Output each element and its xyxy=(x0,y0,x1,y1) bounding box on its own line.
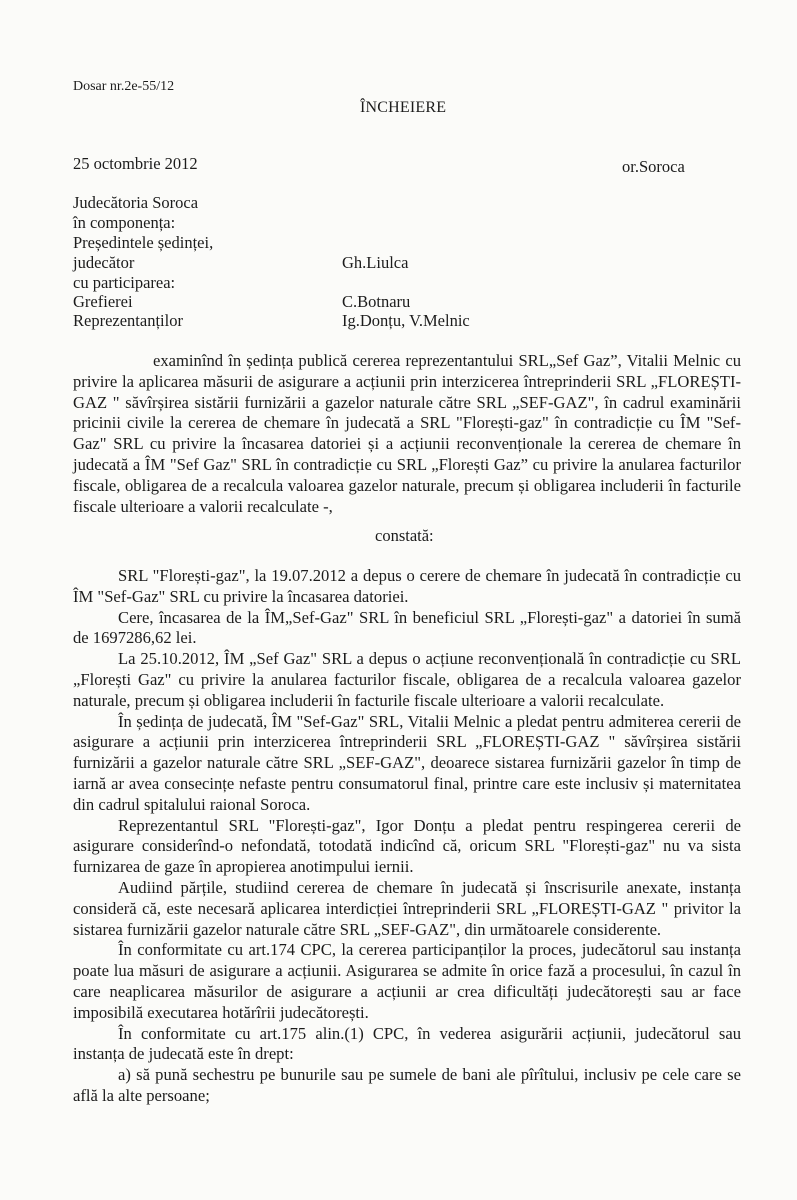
paragraph: La 25.10.2012, ÎM „Sef Gaz" SRL a depus o acțiune reconvențională în contradicție cu SRL „Florești Gaz" cu privire la anularea facturilor fiscale, obligarea de a recalcula valoarea gazelor naturale, precum și obligarea includerii în facturile fiscale ulterioare a valorii recalculate. xyxy=(73,649,741,710)
paragraph: În ședința de judecată, ÎM "Sef-Gaz" SRL, Vitalii Melnic a pledat pentru admiterea cererii de asigurare a acțiunii prin interzicerea întreprinderii SRL „FLOREȘTI-GAZ " săvîrșirea sistării furnizării a gazelor naturale către SRL „SEF-GAZ", deoarece sistarea furnizării gazelor în timp de iarnă ar avea consecințe nefaste pentru consumatorul final, printre care este inclusiv și maternitatea din cadrul spitalului raional Soroca. xyxy=(73,711,741,814)
clerk-name: C.Botnaru xyxy=(342,292,411,311)
representatives-names: Ig.Donțu, V.Melnic xyxy=(342,311,470,330)
paragraph: SRL "Florești-gaz", la 19.07.2012 a depus o cerere de chemare în judecată în contradicție cu ÎM "Sef-Gaz" SRL cu privire la încasarea datoriei. xyxy=(73,566,741,606)
president-label: Președintele ședinței, xyxy=(73,233,214,252)
intro-text: examinînd în ședința publică cererea reprezentantului SRL„Sef Gaz”, Vitalii Melnic cu privire la aplicarea măsurii de asigurare a acțiunii prin interzicerea întreprinderii SRL „FLOREȘTI-GAZ " săvîrșirea sistării furnizării a gazelor naturale către SRL „SEF-GAZ", în cadrul examinării pricinii civile la cererea de chemare în judecată a SRL "Florești-gaz" în contradicție cu ÎM "Sef-Gaz" SRL cu privire la încasarea datoriei și a acțiunii reconvenționale la cererea de chemare în judecată a ÎM "Sef Gaz" SRL în contradicție cu SRL „Florești Gaz” cu privire la anularea facturilor fiscale, obligarea de a recalcula valoarea gazelor naturale, precum și obligarea includerii în facturile fiscale ulterioare a valorii recalculate -, xyxy=(73,351,741,516)
document-city: or.Soroca xyxy=(622,157,685,176)
paragraph: În conformitate cu art.175 alin.(1) CPC, în vederea asigurării acțiunii, judecătorul sau instanța de judecată este în drept: xyxy=(73,1023,741,1064)
intro-paragraph xyxy=(73,351,741,517)
judge-name: Gh.Liulca xyxy=(342,253,409,272)
judge-label: judecător xyxy=(73,253,135,272)
document-date: 25 octombrie 2012 xyxy=(73,154,198,173)
paragraph: Reprezentantul SRL "Florești-gaz", Igor Donțu a pledat pentru respingerea cererii de asigurare considerînd-o nefondată, totodată indicînd că, oricum SRL "Florești-gaz" nu va sista furnizarea de gaze în apropierea anotimpului iernii. xyxy=(73,815,741,877)
composition-label: în componența: xyxy=(73,213,176,232)
court-name: Judecătoria Soroca xyxy=(73,193,199,212)
paragraph: a) să pună sechestru pe bunurile sau pe sumele de bani ale pîrîtului, inclusiv pe cele care se află la alte persoane; xyxy=(73,1065,741,1105)
constata-heading: constată: xyxy=(375,526,434,545)
body-paragraphs xyxy=(73,566,741,1107)
clerk-label: Grefierei xyxy=(73,292,133,311)
paragraph: Audiind părțile, studiind cererea de chemare în judecată și înscrisurile anexate, instanța consideră că, este necesară aplicarea interdicției întreprinderii SRL „FLOREȘTI-GAZ " privitor la sistarea furnizării gazelor naturale către SRL „SEF-GAZ", din următoarele considerente. xyxy=(73,877,741,939)
paragraph: Cere, încasarea de la ÎM„Sef-Gaz" SRL în beneficiul SRL „Florești-gaz" a datoriei în sumă de 1697286,62 lei. xyxy=(73,607,741,648)
case-number: Dosar nr.2e-55/12 xyxy=(73,79,175,94)
representatives-label: Reprezentanților xyxy=(73,311,183,330)
participation-label: cu participarea: xyxy=(73,273,176,292)
document-title: ÎNCHEIERE xyxy=(360,99,447,116)
paragraph: În conformitate cu art.174 CPC, la cererea participanților la proces, judecătorul sau instanța poate lua măsuri de asigurare a acțiunii. Asigurarea se admite în orice fază a procesului, în cazul în care neaplicarea măsurilor de asigurare a acțiunii ar crea dificultăți judecătorești sau ar face imposibilă executarea hotărîrii judecătorești. xyxy=(73,940,741,1022)
